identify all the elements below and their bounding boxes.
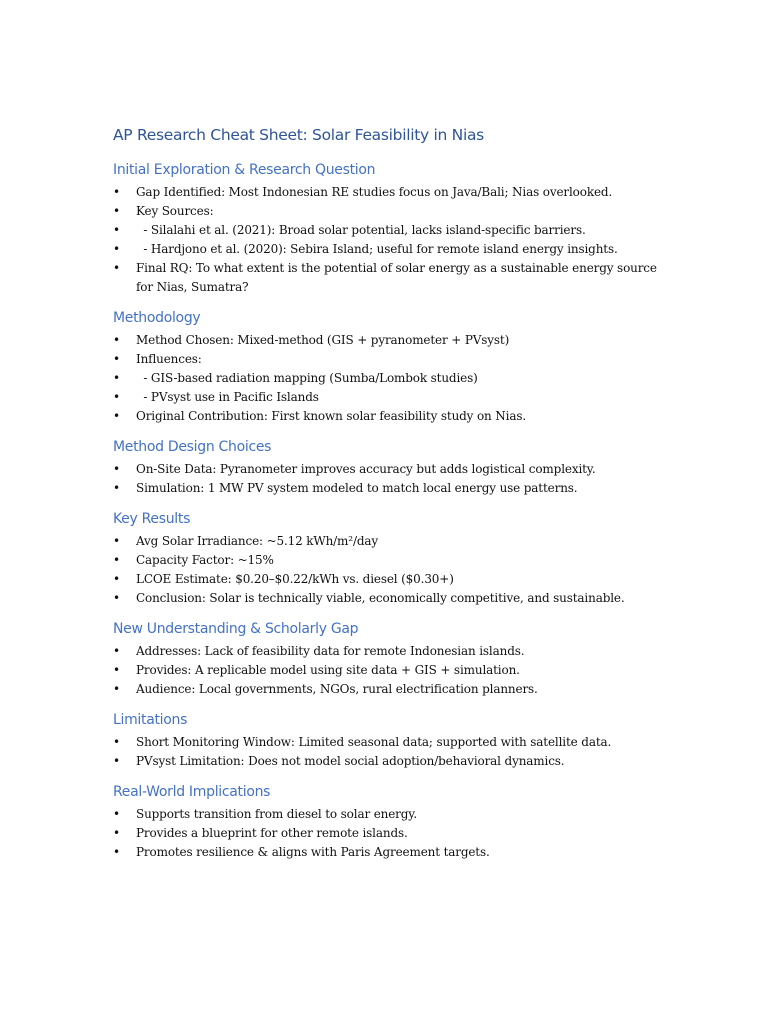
bullet-icon: • — [113, 754, 120, 768]
bullet-icon: • — [113, 242, 120, 256]
section-heading: Real-World Implications — [113, 784, 271, 800]
bullet-list — [113, 642, 673, 699]
list-item — [113, 805, 673, 824]
list-item-text: - Silalahi et al. (2021): Broad solar potential, lacks island-specific barriers. — [136, 223, 586, 237]
bullet-icon: • — [113, 553, 120, 567]
bullet-icon: • — [113, 462, 120, 476]
list-item-text: Promotes resilience & aligns with Paris Agreement targets. — [136, 845, 490, 859]
list-item-text: Influences: — [136, 352, 202, 366]
list-item-text: Avg Solar Irradiance: ~5.12 kWh/m²/day — [136, 534, 379, 548]
list-item — [113, 752, 673, 771]
list-item-text: PVsyst Limitation: Does not model social adoption/behavioral dynamics. — [136, 754, 565, 768]
list-item-text: Simulation: 1 MW PV system modeled to match local energy use patterns. — [136, 481, 578, 495]
list-item — [113, 589, 673, 608]
list-item — [113, 350, 673, 369]
section-heading: Limitations — [113, 712, 188, 728]
list-item — [113, 240, 673, 259]
bullet-list — [113, 460, 673, 498]
bullet-icon: • — [113, 261, 120, 275]
list-item-text: - PVsyst use in Pacific Islands — [136, 390, 319, 404]
bullet-icon: • — [113, 735, 120, 749]
list-item — [113, 369, 673, 388]
bullet-list — [113, 532, 673, 608]
bullet-icon: • — [113, 845, 120, 859]
bullet-icon: • — [113, 807, 120, 821]
bullet-icon: • — [113, 826, 120, 840]
bullet-list — [113, 183, 673, 297]
list-item — [113, 843, 673, 862]
list-item — [113, 570, 673, 589]
bullet-icon: • — [113, 333, 120, 347]
list-item — [113, 642, 673, 661]
list-item-text: Conclusion: Solar is technically viable, economically competitive, and sustainable. — [136, 591, 625, 605]
list-item-text: - GIS-based radiation mapping (Sumba/Lombok studies) — [136, 371, 478, 385]
list-item-text: Audience: Local governments, NGOs, rural electrification planners. — [136, 682, 538, 696]
list-item — [113, 221, 673, 240]
bullet-icon: • — [113, 371, 120, 385]
bullet-icon: • — [113, 644, 120, 658]
list-item-text: Provides a blueprint for other remote islands. — [136, 826, 408, 840]
section-4 — [113, 509, 673, 608]
bullet-icon: • — [113, 481, 120, 495]
list-item-text: Key Sources: — [136, 204, 214, 218]
list-item — [113, 202, 673, 221]
section-5 — [113, 619, 673, 699]
list-item-text: Short Monitoring Window: Limited seasonal data; supported with satellite data. — [136, 735, 612, 749]
list-item — [113, 532, 673, 551]
list-item-text: - Hardjono et al. (2020): Sebira Island; useful for remote island energy insights. — [136, 242, 618, 256]
list-item-text: LCOE Estimate: $0.20–$0.22/kWh vs. diesel ($0.30+) — [136, 572, 454, 586]
list-item-text: Method Chosen: Mixed-method (GIS + pyranometer + PVsyst) — [136, 333, 510, 347]
list-item-text: Final RQ: To what extent is the potential of solar energy as a sustainable energy source for Nias, Sumatra? — [136, 261, 661, 294]
bullet-icon: • — [113, 682, 120, 696]
list-item — [113, 733, 673, 752]
list-item-text: Original Contribution: First known solar feasibility study on Nias. — [136, 409, 527, 423]
section-heading: Methodology — [113, 310, 201, 326]
bullet-icon: • — [113, 534, 120, 548]
document-page — [113, 124, 673, 873]
list-item — [113, 259, 673, 297]
bullet-list — [113, 331, 673, 426]
list-item-text: Gap Identified: Most Indonesian RE studies focus on Java/Bali; Nias overlooked. — [136, 185, 613, 199]
bullet-icon: • — [113, 352, 120, 366]
bullet-icon: • — [113, 223, 120, 237]
document-body — [113, 160, 673, 862]
section-heading: Method Design Choices — [113, 439, 272, 455]
section-1 — [113, 160, 673, 297]
list-item — [113, 661, 673, 680]
section-heading: Key Results — [113, 511, 191, 527]
bullet-icon: • — [113, 572, 120, 586]
document-title: AP Research Cheat Sheet: Solar Feasibility in Nias — [113, 126, 484, 144]
bullet-icon: • — [113, 409, 120, 423]
bullet-icon: • — [113, 591, 120, 605]
bullet-icon: • — [113, 185, 120, 199]
list-item — [113, 551, 673, 570]
list-item — [113, 183, 673, 202]
list-item-text: Addresses: Lack of feasibility data for remote Indonesian islands. — [136, 644, 525, 658]
bullet-icon: • — [113, 390, 120, 404]
list-item — [113, 479, 673, 498]
list-item-text: Supports transition from diesel to solar energy. — [136, 807, 417, 821]
list-item — [113, 388, 673, 407]
list-item — [113, 824, 673, 843]
list-item-text: On-Site Data: Pyranometer improves accuracy but adds logistical complexity. — [136, 462, 596, 476]
bullet-list — [113, 733, 673, 771]
bullet-icon: • — [113, 663, 120, 677]
list-item-text: Provides: A replicable model using site data + GIS + simulation. — [136, 663, 520, 677]
list-item-text: Capacity Factor: ~15% — [136, 553, 274, 567]
section-6 — [113, 710, 673, 771]
list-item — [113, 680, 673, 699]
section-heading: New Understanding & Scholarly Gap — [113, 621, 359, 637]
section-3 — [113, 437, 673, 498]
bullet-icon: • — [113, 204, 120, 218]
section-2 — [113, 308, 673, 426]
section-heading: Initial Exploration & Research Question — [113, 162, 376, 178]
bullet-list — [113, 805, 673, 862]
section-7 — [113, 782, 673, 862]
list-item — [113, 407, 673, 426]
list-item — [113, 460, 673, 479]
list-item — [113, 331, 673, 350]
